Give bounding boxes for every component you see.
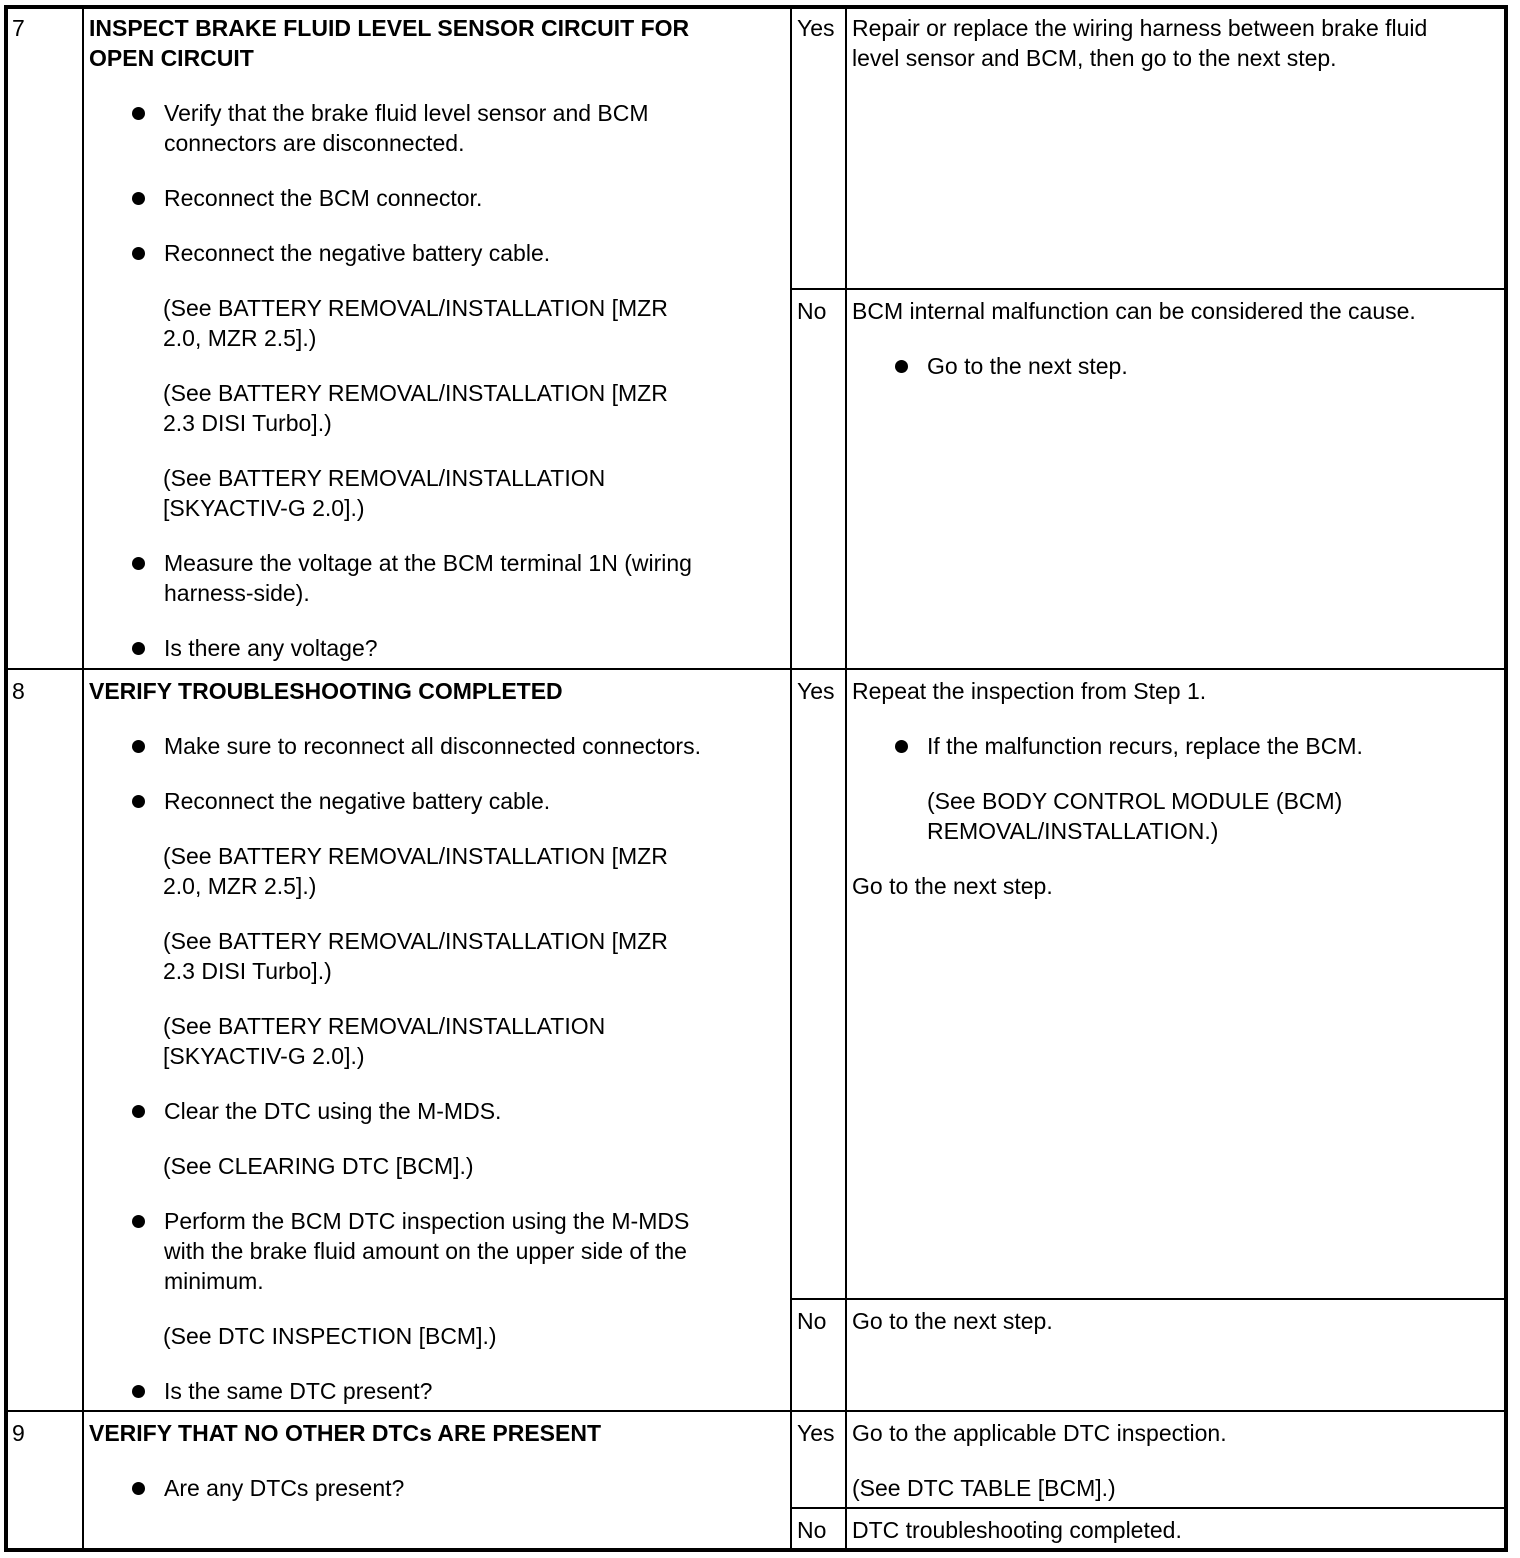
yes-result: level sensor and BCM, then go to the next step. xyxy=(852,45,1337,71)
bullet-icon xyxy=(132,1482,145,1495)
no-result-item: Go to the next step. xyxy=(927,353,1128,379)
reference-text: 2.0, MZR 2.5].) xyxy=(163,873,317,899)
reference-text: (See BATTERY REMOVAL/INSTALLATION [MZR xyxy=(163,843,668,869)
yes-label: Yes xyxy=(797,678,835,704)
table-border-bottom xyxy=(4,1548,1508,1552)
step-item: Verify that the brake fluid level sensor and BCM xyxy=(164,100,649,126)
reference-text: (See DTC INSPECTION [BCM].) xyxy=(163,1323,497,1349)
bullet-icon xyxy=(132,557,145,570)
reference-text: 2.3 DISI Turbo].) xyxy=(163,958,332,984)
reference-text: 2.3 DISI Turbo].) xyxy=(163,410,332,436)
step-item: Reconnect the BCM connector. xyxy=(164,185,483,211)
step-item: Measure the voltage at the BCM terminal 1N (wiring xyxy=(164,550,692,576)
step-number: 9 xyxy=(12,1420,25,1446)
column-divider-action xyxy=(790,5,792,1552)
no-result: DTC troubleshooting completed. xyxy=(852,1517,1182,1543)
step-title: VERIFY THAT NO OTHER DTCs ARE PRESENT xyxy=(89,1420,602,1446)
bullet-icon xyxy=(132,642,145,655)
step-item: harness-side). xyxy=(164,580,310,606)
table-border-top xyxy=(4,5,1508,9)
reference-text: (See BATTERY REMOVAL/INSTALLATION [MZR xyxy=(163,928,668,954)
yes-result: Repeat the inspection from Step 1. xyxy=(852,678,1207,704)
step-item: Perform the BCM DTC inspection using the M-MDS xyxy=(164,1208,690,1234)
bullet-icon xyxy=(132,107,145,120)
step-item: connectors are disconnected. xyxy=(164,130,465,156)
step-item: Make sure to reconnect all disconnected connectors. xyxy=(164,733,701,759)
reference-text: (See BODY CONTROL MODULE (BCM) xyxy=(927,788,1343,814)
reference-text: (See BATTERY REMOVAL/INSTALLATION xyxy=(163,465,606,491)
no-result: Go to the next step. xyxy=(852,1308,1053,1334)
step-item: Reconnect the negative battery cable. xyxy=(164,240,551,266)
reference-text: (See BATTERY REMOVAL/INSTALLATION [MZR xyxy=(163,295,668,321)
reference-text: (See DTC TABLE [BCM].) xyxy=(852,1475,1116,1501)
yes-label: Yes xyxy=(797,1420,835,1446)
yes-result: Repair or replace the wiring harness between brake fluid xyxy=(852,15,1428,41)
bullet-icon xyxy=(132,1105,145,1118)
step-item: Reconnect the negative battery cable. xyxy=(164,788,551,814)
row-divider-7-8 xyxy=(4,668,1508,670)
bullet-icon xyxy=(132,1215,145,1228)
reference-text: (See BATTERY REMOVAL/INSTALLATION xyxy=(163,1013,606,1039)
table-border-right xyxy=(1504,5,1508,1552)
bullet-icon xyxy=(895,740,908,753)
step-item: Clear the DTC using the M-MDS. xyxy=(164,1098,502,1124)
step-title: INSPECT BRAKE FLUID LEVEL SENSOR CIRCUIT FOR xyxy=(89,15,690,41)
row-divider-8-9 xyxy=(4,1410,1508,1412)
yes-result: Go to the next step. xyxy=(852,873,1053,899)
bullet-icon xyxy=(132,1385,145,1398)
reference-text: 2.0, MZR 2.5].) xyxy=(163,325,317,351)
yes-no-divider-9 xyxy=(790,1507,1508,1509)
bullet-icon xyxy=(132,795,145,808)
no-label: No xyxy=(797,1517,827,1543)
step-item: Are any DTCs present? xyxy=(164,1475,405,1501)
reference-text: REMOVAL/INSTALLATION.) xyxy=(927,818,1219,844)
step-title: OPEN CIRCUIT xyxy=(89,45,254,71)
reference-text: (See CLEARING DTC [BCM].) xyxy=(163,1153,474,1179)
step-number: 8 xyxy=(12,678,25,704)
yes-no-divider-8 xyxy=(790,1298,1508,1300)
step-item: Is the same DTC present? xyxy=(164,1378,433,1404)
reference-text: [SKYACTIV-G 2.0].) xyxy=(163,495,365,521)
reference-text: [SKYACTIV-G 2.0].) xyxy=(163,1043,365,1069)
step-title: VERIFY TROUBLESHOOTING COMPLETED xyxy=(89,678,563,704)
step-item: minimum. xyxy=(164,1268,264,1294)
bullet-icon xyxy=(132,740,145,753)
yes-result: Go to the applicable DTC inspection. xyxy=(852,1420,1227,1446)
bullet-icon xyxy=(132,192,145,205)
no-label: No xyxy=(797,1308,827,1334)
table-border-left xyxy=(4,5,8,1552)
step-item: with the brake fluid amount on the upper side of the xyxy=(164,1238,687,1264)
bullet-icon xyxy=(895,360,908,373)
yes-result-item: If the malfunction recurs, replace the BCM. xyxy=(927,733,1363,759)
column-divider-result xyxy=(845,5,847,1552)
column-divider-step xyxy=(82,5,84,1552)
no-result: BCM internal malfunction can be considered the cause. xyxy=(852,298,1416,324)
step-item: Is there any voltage? xyxy=(164,635,378,661)
no-label: No xyxy=(797,298,827,324)
step-number: 7 xyxy=(12,15,25,41)
reference-text: (See BATTERY REMOVAL/INSTALLATION [MZR xyxy=(163,380,668,406)
yes-label: Yes xyxy=(797,15,835,41)
yes-no-divider-7 xyxy=(790,288,1508,290)
bullet-icon xyxy=(132,247,145,260)
